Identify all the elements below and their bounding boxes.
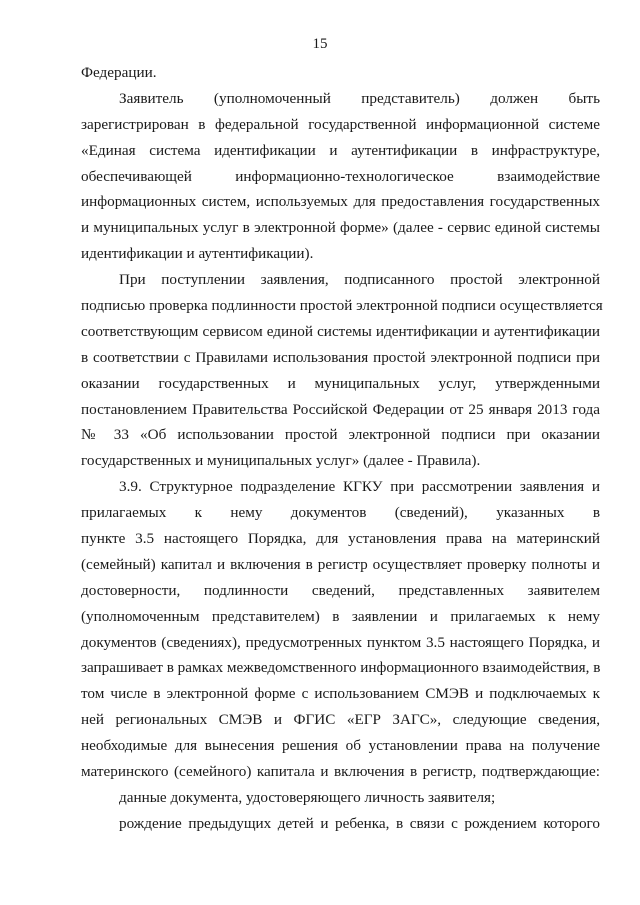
text-line: соответствующим сервисом единой системы идентификации и аутентификации	[81, 322, 600, 340]
text-line: подписью проверка подлинности простой электронной подписи осуществляется	[81, 297, 603, 315]
text-line: том числе в электронной форме с использованием СМЭВ и подключаемых к	[81, 685, 600, 703]
text-line: в соответствии с Правилами использования простой электронной подписи при	[81, 348, 600, 366]
text-line: рождение предыдущих детей и ребенка, в связи с рождением которого	[119, 814, 600, 832]
text-line: «Единая система идентификации и аутентификации в инфраструктуре,	[81, 141, 600, 159]
text-line: Заявитель (уполномоченный представитель) должен быть	[119, 89, 600, 107]
page-number: 15	[312, 36, 328, 52]
text-line: 3.9. Структурное подразделение КГКУ при рассмотрении заявления и	[119, 478, 600, 496]
text-line: данные документа, удостоверяющего личность заявителя;	[119, 788, 496, 806]
text-line: Федерации.	[81, 64, 157, 81]
text-line: идентификации и аутентификации).	[81, 245, 314, 263]
text-line: обеспечивающей информационно-технологическое взаимодействие	[81, 167, 600, 185]
text-line: (уполномоченным представителем) в заявлении и прилагаемых к нему	[81, 607, 600, 625]
text-line: и муниципальных услуг в электронной форме» (далее - сервис единой системы	[81, 219, 600, 237]
text-line: документов (сведениях), предусмотренных пунктом 3.5 настоящего Порядка, и	[81, 633, 600, 651]
text-line: зарегистрирован в федеральной государственной информационной системе	[81, 115, 600, 133]
text-line: прилагаемых к нему документов (сведений), указанных в	[81, 504, 600, 522]
text-line: запрашивает в рамках межведомственного информационного взаимодействия, в	[81, 659, 601, 677]
text-line: № 33 «Об использовании простой электронной подписи при оказании	[81, 426, 600, 444]
text-line: (семейный) капитал и включения в регистр осуществляет проверку полноты и	[81, 555, 600, 573]
text-line: При поступлении заявления, подписанного простой электронной	[119, 271, 600, 289]
text-line: информационных систем, используемых для предоставления государственных	[81, 193, 600, 211]
text-line: постановлением Правительства Российской Федерации от 25 января 2013 года	[81, 400, 600, 418]
text-line: материнского (семейного) капитала и включения в регистр, подтверждающие:	[81, 763, 600, 781]
text-line: достоверности, подлинности сведений, представленных заявителем	[81, 581, 600, 599]
document-body	[81, 60, 603, 837]
text-line: государственных и муниципальных услуг» (далее - Правила).	[81, 452, 481, 470]
text-line: пункте 3.5 настоящего Порядка, для установления права на материнский	[81, 530, 600, 548]
text-line: необходимые для вынесения решения об установлении права на получение	[81, 737, 600, 755]
text-line: ней региональных СМЭВ и ФГИС «ЕГР ЗАГС», следующие сведения,	[81, 711, 600, 729]
text-line: оказании государственных и муниципальных услуг, утвержденными	[81, 374, 600, 392]
